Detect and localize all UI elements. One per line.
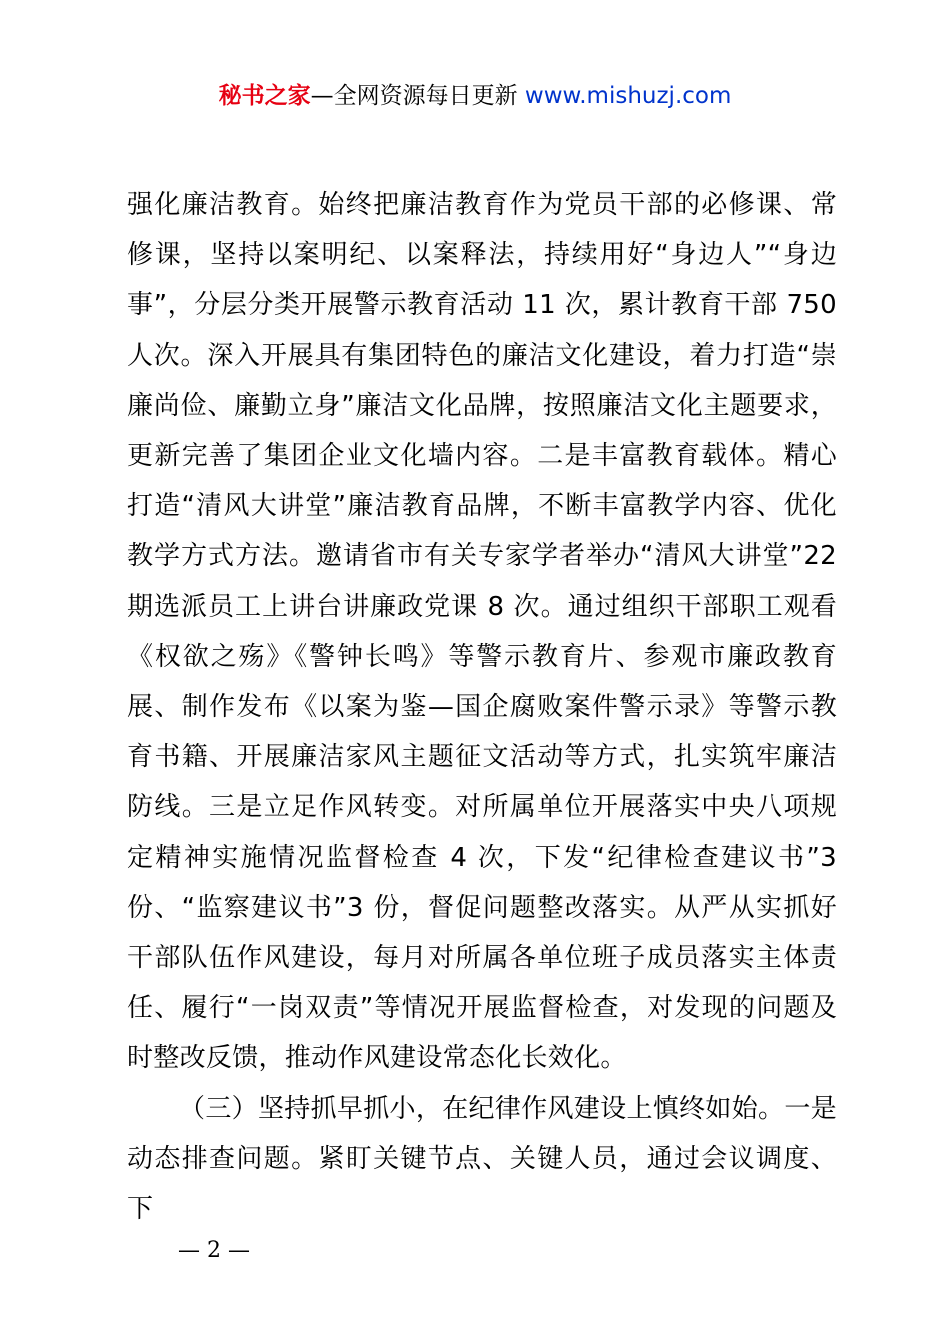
paragraph-education [127,180,837,1084]
text-line: 况监督检查 4 次，下发“纪律检查建议书”3 份、“监察建议 [127,842,837,923]
text-line: 动态排查问题。紧盯关键节点、关键人员，通过会议调度、下 [127,1143,837,1225]
page-number: — 2 — [178,1238,250,1263]
page-header [0,80,950,112]
text-line: 廉尚俭、廉勤立身”廉洁文化品牌，按照廉洁文化主题要求， [127,390,837,421]
text-line: （三）坚持抓早抓小，在纪律作风建设上慎终如始。一是 [179,1093,837,1124]
brand-name: 秘书之家 [218,83,311,109]
text-line: 责”等情况开展监督检查，对发现的问题及时整改反馈，推动 [127,993,838,1074]
site-url: www.mishuzj.com [524,83,732,109]
text-line: 作风建设常态化长效化。 [337,1043,627,1074]
text-line: 开展廉洁家风主题征文活动等方式，扎实筑牢廉洁防线。三是 [127,742,837,823]
text-line: 选派员工上讲台讲廉政党课 8 次。通过组织干部职工观看《权 [127,591,837,672]
text-line: 人次。深入开展具有集团特色的廉洁文化建设，着力打造“崇 [127,340,837,371]
header-tagline: —全网资源每日更新 [310,83,525,109]
text-line: 欲之殇》《警钟长鸣》等警示教育片、参观市廉政教育展、制 [127,641,838,723]
text-line: 学方式方法。邀请省市有关专家学者举办“清风大讲堂”22 期 [127,541,837,622]
text-line: 课，坚持以案明纪、以案释法，持续用好“身边人”“身边 [154,240,837,271]
document-body [127,180,837,1234]
text-line: 立足作风转变。对所属单位开展落实中央八项规定精神实施情 [127,792,837,873]
text-line: 书”3 份，督促问题整改落实。从严从实抓好干部队伍作风建 [127,892,837,974]
text-line: 更新完善了集团企业文化墙内容。二是丰富教育载体。精心打 [127,441,837,522]
text-line: 强化廉洁教育。始终把廉洁教育作为党员干部的必修课、常修 [127,190,837,271]
paragraph-discipline [127,1084,837,1235]
text-line: 事”，分层分类开展警示教育活动 11 次，累计教育干部 750 [127,290,837,321]
text-line: 作发布《以案为鉴—国企腐败案件警示录》等警示教育书籍、 [127,692,837,773]
text-line: 造“清风大讲堂”廉洁教育品牌，不断丰富教学内容、优化教 [127,491,837,572]
text-line: 设，每月对所属各单位班子成员落实主体责任、履行“一岗双 [127,943,837,1024]
